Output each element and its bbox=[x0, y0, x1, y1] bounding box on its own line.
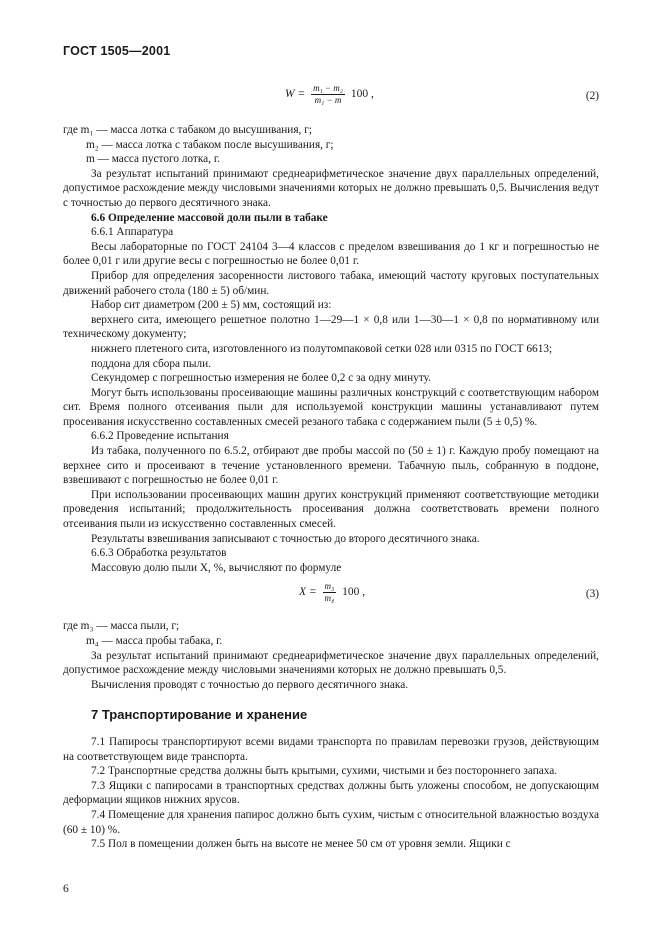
paragraph-calc-2: Вычисления проводят с точностью до первого десятичного знака. bbox=[91, 678, 409, 691]
formula-2 bbox=[63, 77, 599, 117]
formula-3-lhs: X = bbox=[299, 586, 317, 599]
paragraph-machines: Могут быть использованы просеивающие машины различных конструкций с соответствующим набором сит. Время полного отсеивания пыли для используемой конструкции машины устанавливают путем просеивания искусственно составленных смесей резаного табака с содержанием пыли (5 ± 0,5) %. bbox=[63, 386, 599, 428]
paragraph-7-3: 7.3 Ящики с папиросами в транспортных средствах должны быть уложены способом, не допускающим деформации ящиков нижних ярусов. bbox=[63, 779, 599, 807]
heading-6-6: 6.6 Определение массовой доли пыли в табаке bbox=[91, 211, 328, 224]
paragraph-result-2: За результат испытаний принимают среднеарифметическое значение двух параллельных определений, допустимое расхождение между числовыми значениями которых не должно превышать 0,5. bbox=[63, 649, 599, 677]
document-body bbox=[63, 77, 599, 852]
heading-6-6-2: 6.6.2 Проведение испытания bbox=[91, 430, 229, 443]
formula-2-denominator: m₁ − m bbox=[314, 95, 342, 105]
paragraph-7-4: 7.4 Помещение для хранения папирос должно быть сухим, чистым с относительной влажностью воздуха (60 ± 10) %. bbox=[63, 808, 599, 836]
where-2-line-3: m — масса пустого лотка, г. bbox=[86, 153, 221, 166]
formula-3-numerator: m₃ bbox=[324, 581, 335, 592]
heading-6-6-3: 6.6.3 Обработка результатов bbox=[91, 547, 227, 560]
formula-2-numerator: m₁ − m₂ bbox=[313, 83, 343, 93]
where-2-line-1: где m₁ — масса лотка с табаком до высушивания, г; bbox=[63, 124, 312, 136]
paragraph-7-2: 7.2 Транспортные средства должны быть крытыми, сухими, чистыми и без постороннего запаха. bbox=[91, 765, 558, 778]
paragraph-other-machines: При использовании просеивающих машин других конструкций применяют соответствующие методики проведения испытаний; продолжительность просеивания должна соответствовать времени полного отсеивания пыли из искусственно составленных смесей. bbox=[63, 488, 599, 531]
paragraph-tray: поддона для сбора пыли. bbox=[91, 357, 211, 370]
formula-3-fraction bbox=[323, 581, 337, 604]
document-header: ГОСТ 1505—2001 bbox=[63, 44, 171, 58]
formula-2-lhs: W = bbox=[285, 88, 306, 101]
formula-3-tail: 100 , bbox=[342, 586, 366, 599]
formula-3-denominator: m₄ bbox=[324, 593, 335, 604]
page-number: 6 bbox=[63, 883, 69, 895]
section-7-heading: 7 Транспортирование и хранение bbox=[91, 707, 308, 723]
paragraph-stopwatch: Секундомер с погрешностью измерения не более 0,2 с за одну минуту. bbox=[91, 372, 431, 385]
where-3-line-1: где m₃ — масса пыли, г; bbox=[63, 620, 180, 633]
paragraph-calc: Массовую долю пыли X, %, вычисляют по формуле bbox=[91, 561, 342, 574]
paragraph-7-1: 7.1 Папиросы транспортируют всеми видами транспорта по правилам перевозки грузов, действующим на соответствующем виде транспорта. bbox=[63, 735, 599, 763]
paragraph-result-1: За результат испытаний принимают среднеарифметическое значение двух параллельных определений, допустимое расхождение между числовыми значениями которых не должно превышать 0,5. Вычисления ведут с точностью до первого десятичного знака. bbox=[63, 167, 599, 209]
where-2-line-2: m₂ — масса лотка с табаком после высушивания, г; bbox=[86, 138, 334, 151]
paragraph-7-5: 7.5 Пол в помещении должен быть на высоте не менее 50 см от уровня земли. Ящики с bbox=[91, 838, 511, 851]
paragraph-device: Прибор для определения засоренности листового табака, имеющий частоту круговых поступательных движений рабочего стола (180 ± 5) об/мин. bbox=[63, 269, 599, 297]
formula-2-number: (2) bbox=[585, 90, 599, 102]
paragraph-sieves: Набор сит диаметром (200 ± 5) мм, состоящий из: bbox=[91, 299, 332, 312]
formula-3 bbox=[63, 575, 599, 615]
paragraph-record: Результаты взвешивания записывают с точностью до второго десятичного знака. bbox=[91, 532, 480, 545]
formula-2-tail: 100 , bbox=[350, 88, 374, 101]
formula-3-number: (3) bbox=[585, 588, 599, 601]
paragraph-test: Из табака, полученного по 6.5.2, отбирают две пробы массой по (50 ± 1) г. Каждую пробу помещают на верхнее сито и просеивают в течение установленного времени. Табачную пыль, собранную в поддоне, взвешивают с погрешностью не более 0,01 г. bbox=[63, 445, 599, 487]
paragraph-lower-sieve: нижнего плетеного сита, изготовленного из полутомпаковой сетки 028 или 0315 по ГОСТ 6613; bbox=[91, 342, 553, 355]
paragraph-scales: Весы лабораторные по ГОСТ 24104 3—4 классов с пределом взвешивания до 1 кг и погрешностью не более 0,01 г или другие весы с погрешностью не более 0,01 г. bbox=[63, 240, 599, 268]
paragraph-upper-sieve: верхнего сита, имеющего решетное полотно 1—29—1 × 0,8 или 1—30—1 × 0,8 по нормативному или техническому документу; bbox=[63, 313, 599, 341]
formula-2-fraction bbox=[311, 83, 345, 106]
where-3-line-2: m₄ — масса пробы табака, г. bbox=[86, 635, 223, 647]
heading-6-6-1: 6.6.1 Аппаратура bbox=[91, 226, 174, 239]
